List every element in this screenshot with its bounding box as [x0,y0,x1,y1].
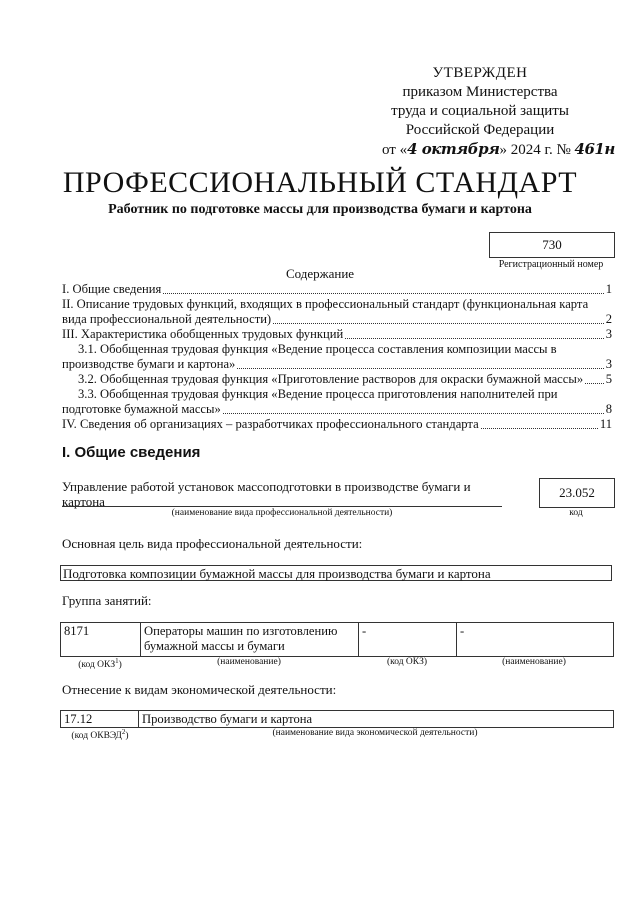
section-heading: I. Общие сведения [62,444,201,461]
goal-box: Подготовка композиции бумажной массы для производства бумаги и картона [60,565,612,581]
toc-item-text: II. Описание трудовых функций, входящих в профессиональный стандарт (функциональная карта [62,297,589,311]
toc-title: Содержание [285,266,355,281]
toc-item-text: 3.2. Обобщенная трудовая функция «Приготовление растворов для окраски бумажной массы» [78,372,584,386]
okz-name-cell: Операторы машин по изготовлению бумажной массы и бумаги [141,623,359,656]
okz-code-cell: - [359,623,457,656]
toc-leader [273,323,604,324]
okz-code-cell: 8171 [61,623,141,656]
approval-line: Российской Федерации [405,122,555,138]
toc-item-text: IV. Сведения об организациях – разработчиках профессионального стандарта [62,417,479,431]
activity-code-caption: код [569,508,583,518]
okved-name-caption: (наименование вида экономической деятельности) [272,728,478,738]
toc-leader [481,428,598,429]
groups-caption: (код ОКЗ) [386,657,428,667]
okz-name-cell: - [460,624,465,638]
goal-label: Основная цель вида профессиональной деятельности: [62,536,363,551]
okved-name-cell: Производство бумаги и картона [142,712,313,726]
okved-code-cell: 17.12 [61,711,139,727]
toc-item-page: 2 [605,312,612,326]
order-number-handwritten: 461н [574,140,615,158]
toc-item-text: I. Общие сведения [62,282,162,296]
toc-item[interactable] [62,342,612,372]
toc-leader [585,383,604,384]
approval-block [360,64,615,160]
okved-label: Отнесение к видам экономической деятельности: [62,682,337,697]
toc-leader [223,413,604,414]
activity-code-box: 23.052 [539,478,615,508]
order-year: 2024 г. № [510,142,571,158]
toc-item-text: 3.3. Обобщенная трудовая функция «Ведение процесса приготовления наполнителей при [78,387,558,401]
order-line: от «4 октября» 2024 г. № 461н [382,140,615,158]
toc-item-page: 5 [605,372,612,386]
toc-item[interactable] [62,372,612,387]
order-prefix: от « [382,142,408,158]
toc-item[interactable] [62,387,612,417]
toc-item-text: III. Характеристика обобщенных трудовых функций [62,327,344,341]
groups-caption: (наименование) [217,657,281,667]
toc-leader [345,338,604,339]
toc-item-page: 3 [605,327,612,341]
registration-number-label: Регистрационный номер [498,259,604,270]
toc-item-page: 8 [605,402,612,416]
divider [62,506,502,507]
toc-item[interactable] [62,297,612,327]
activity-name-caption: (наименование вида профессиональной деятельности) [171,508,393,518]
table-of-contents [62,282,612,432]
activity-name: Управление работой установок массоподготовки в производстве бумаги и картона [62,479,471,509]
toc-leader [163,293,603,294]
document-title: ПРОФЕССИОНАЛЬНЫЙ СТАНДАРТ [62,166,578,199]
toc-item-page: 3 [605,357,612,371]
order-date-handwritten: 4 октября [407,140,500,158]
toc-item-page: 11 [599,417,612,431]
okved-code-caption: (код ОКВЭД$^2$) [71,728,129,742]
okved-table [60,710,614,728]
footnote-mark: 2 [121,728,126,736]
document-subtitle: Работник по подготовке массы для производства бумаги и картона [108,202,532,217]
approval-line: труда и социальной защиты [391,103,569,119]
footnote-mark: 1 [115,657,119,665]
approval-title: УТВЕРЖДЕН [432,65,528,81]
groups-label: Группа занятий: [62,593,152,608]
occupation-groups-table [60,622,614,657]
caption-text: (код ОКВЭД [71,731,122,742]
approval-line: приказом Министерства [402,84,558,100]
toc-item-page: 1 [605,282,612,296]
toc-item[interactable] [62,327,612,342]
groups-caption: (код ОКЗ$^1$) [78,657,122,671]
toc-item-text: 3.1. Обобщенная трудовая функция «Ведение процесса составления композиции массы в [78,342,557,356]
toc-leader [237,368,603,369]
toc-item-text: вида профессиональной деятельности) [62,312,272,326]
toc-item[interactable] [62,417,612,432]
registration-number-box: 730 [489,232,615,258]
groups-caption: (наименование) [502,657,566,667]
toc-item-text: подготовке бумажной массы» [62,402,221,416]
caption-text: (код ОКЗ [78,660,116,671]
toc-item-text: производстве бумаги и картона» [62,357,236,371]
toc-item[interactable] [62,282,612,297]
